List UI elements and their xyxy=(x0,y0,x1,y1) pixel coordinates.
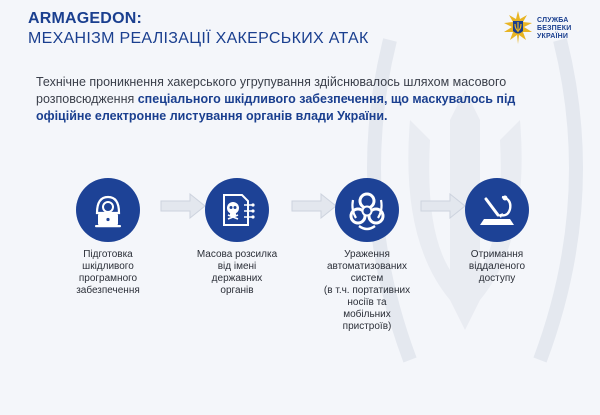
logo-text xyxy=(537,17,572,41)
hacker-laptop-icon xyxy=(87,189,129,231)
step-3-note: (в т.ч. портативних носіїв та мобільних пристроїв) xyxy=(323,285,411,332)
biohazard-icon xyxy=(345,188,389,232)
step-4-label: Отримання віддаленого доступу xyxy=(468,249,526,284)
intro-paragraph xyxy=(36,74,536,125)
step-3 xyxy=(307,178,427,333)
sbu-logo xyxy=(502,8,592,50)
step-1-label: Підготовка шкідливого програмного забезпечення xyxy=(76,249,140,296)
step-2-label: Масова розсилка від імені державних органів xyxy=(196,249,278,296)
intro-text: Технічне проникнення хакерського угрупування здійснювалось шляхом масового розповсюдження xyxy=(36,75,507,106)
step-4 xyxy=(437,178,557,285)
logo-line-2: БЕЗПЕКИ xyxy=(537,25,572,32)
step-3-circle xyxy=(335,178,399,242)
step-1 xyxy=(48,178,168,297)
page-subtitle: МЕХАНІЗМ РЕАЛІЗАЦІЇ ХАКЕРСЬКИХ АТАК xyxy=(28,30,369,47)
step-3-label: Ураження автоматизованих систем xyxy=(327,249,407,284)
malware-document-icon xyxy=(216,189,258,231)
step-4-circle xyxy=(465,178,529,242)
logo-line-3: УКРАЇНИ xyxy=(537,33,569,40)
remote-access-icon xyxy=(476,189,518,231)
step-2-circle xyxy=(205,178,269,242)
step-2 xyxy=(177,178,297,297)
page-title: ARMAGEDON: xyxy=(28,10,142,27)
intro-highlight: спеціального шкідливого забезпечення, що маскувалось під офіційне електронне листування органів влади України. xyxy=(36,92,516,123)
step-1-circle xyxy=(76,178,140,242)
sbu-emblem-icon xyxy=(502,10,534,46)
logo-line-1: СЛУЖБА xyxy=(537,17,569,24)
